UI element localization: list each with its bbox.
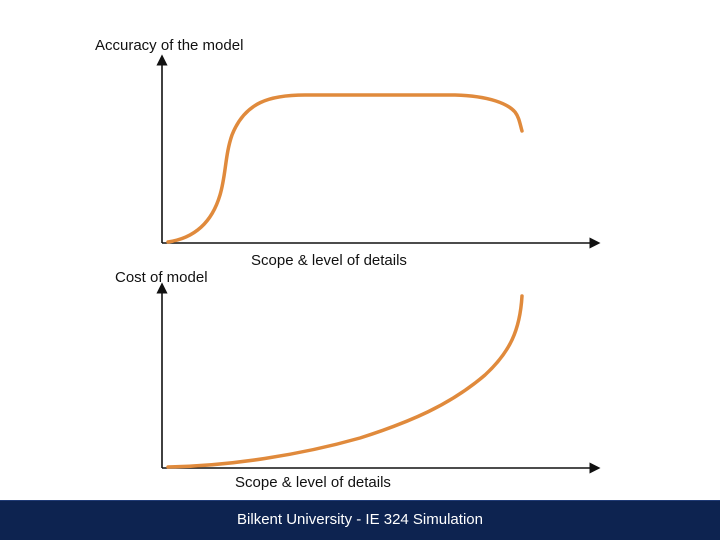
- bottom-y-axis-label: Cost of model: [115, 269, 208, 286]
- footer-text: Bilkent University - IE 324 Simulation: [237, 511, 483, 528]
- cost-curve: [168, 296, 522, 467]
- footer-bar: [0, 500, 720, 540]
- top-y-axis-label: Accuracy of the model: [95, 37, 244, 54]
- top-x-axis-label: Scope & level of details: [251, 252, 407, 269]
- bottom-chart-axes: [162, 288, 595, 468]
- accuracy-curve: [168, 95, 522, 242]
- bottom-x-axis-label: Scope & level of details: [235, 474, 391, 491]
